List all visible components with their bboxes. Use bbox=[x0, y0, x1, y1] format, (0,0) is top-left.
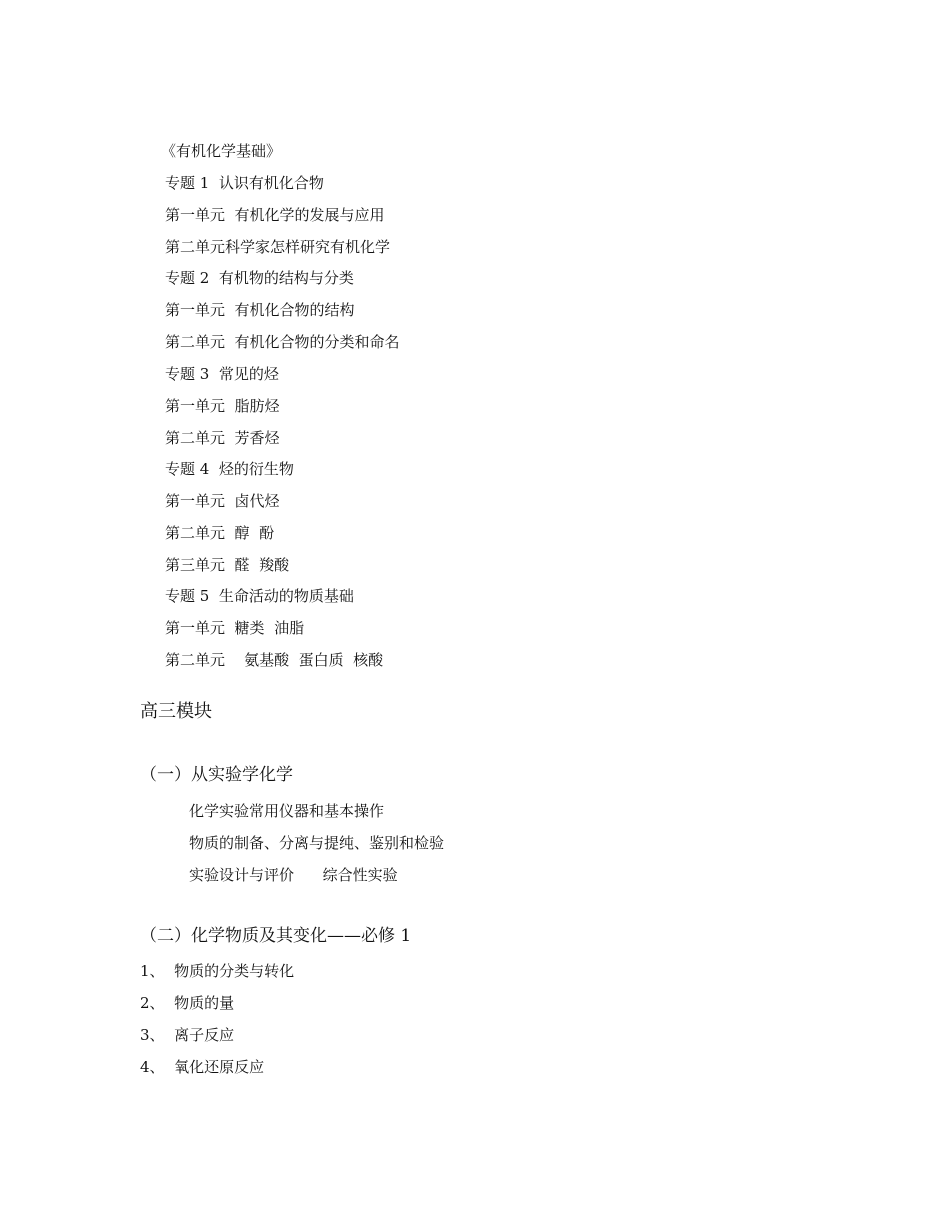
toc-topic-1: 专题 1 认识有机化合物 bbox=[165, 174, 324, 192]
section-item: 实验设计与评价 综合性实验 bbox=[189, 866, 398, 884]
toc-unit: 第三单元 醛 羧酸 bbox=[165, 556, 290, 574]
section-heading: （二）化学物质及其变化——必修 1 bbox=[140, 926, 412, 946]
toc-unit: 第二单元 醇 酚 bbox=[165, 524, 275, 542]
section-item: 化学实验常用仪器和基本操作 bbox=[189, 802, 385, 820]
toc-topic-2: 专题 2 有机物的结构与分类 bbox=[165, 269, 354, 287]
toc-unit: 第一单元 有机化合物的结构 bbox=[165, 301, 355, 319]
numbered-item: 2、 物质的量 bbox=[140, 994, 235, 1012]
numbered-item: 1、 物质的分类与转化 bbox=[140, 962, 295, 980]
toc-topic-3: 专题 3 常见的烃 bbox=[165, 365, 279, 383]
toc-topic-5: 专题 5 生命活动的物质基础 bbox=[165, 587, 354, 605]
book-title: 《有机化学基础》 bbox=[161, 142, 282, 160]
toc-unit: 第二单元 氨基酸 蛋白质 核酸 bbox=[165, 651, 384, 669]
numbered-item: 3、 离子反应 bbox=[140, 1026, 235, 1044]
toc-unit: 第一单元 糖类 油脂 bbox=[165, 619, 305, 637]
toc-unit: 第二单元科学家怎样研究有机化学 bbox=[165, 238, 391, 256]
toc-topic-4: 专题 4 烃的衍生物 bbox=[165, 460, 294, 478]
numbered-item: 4、 氧化还原反应 bbox=[140, 1058, 265, 1076]
section-item: 物质的制备、分离与提纯、鉴别和检验 bbox=[189, 834, 445, 852]
toc-unit: 第一单元 卤代烃 bbox=[165, 492, 280, 510]
toc-unit: 第二单元 有机化合物的分类和命名 bbox=[165, 333, 400, 351]
toc-unit: 第一单元 脂肪烃 bbox=[165, 397, 280, 415]
section-heading: （一）从实验学化学 bbox=[140, 765, 293, 785]
senior3-heading: 高三模块 bbox=[140, 701, 212, 722]
toc-unit: 第二单元 芳香烃 bbox=[165, 429, 280, 447]
toc-unit: 第一单元 有机化学的发展与应用 bbox=[165, 206, 385, 224]
